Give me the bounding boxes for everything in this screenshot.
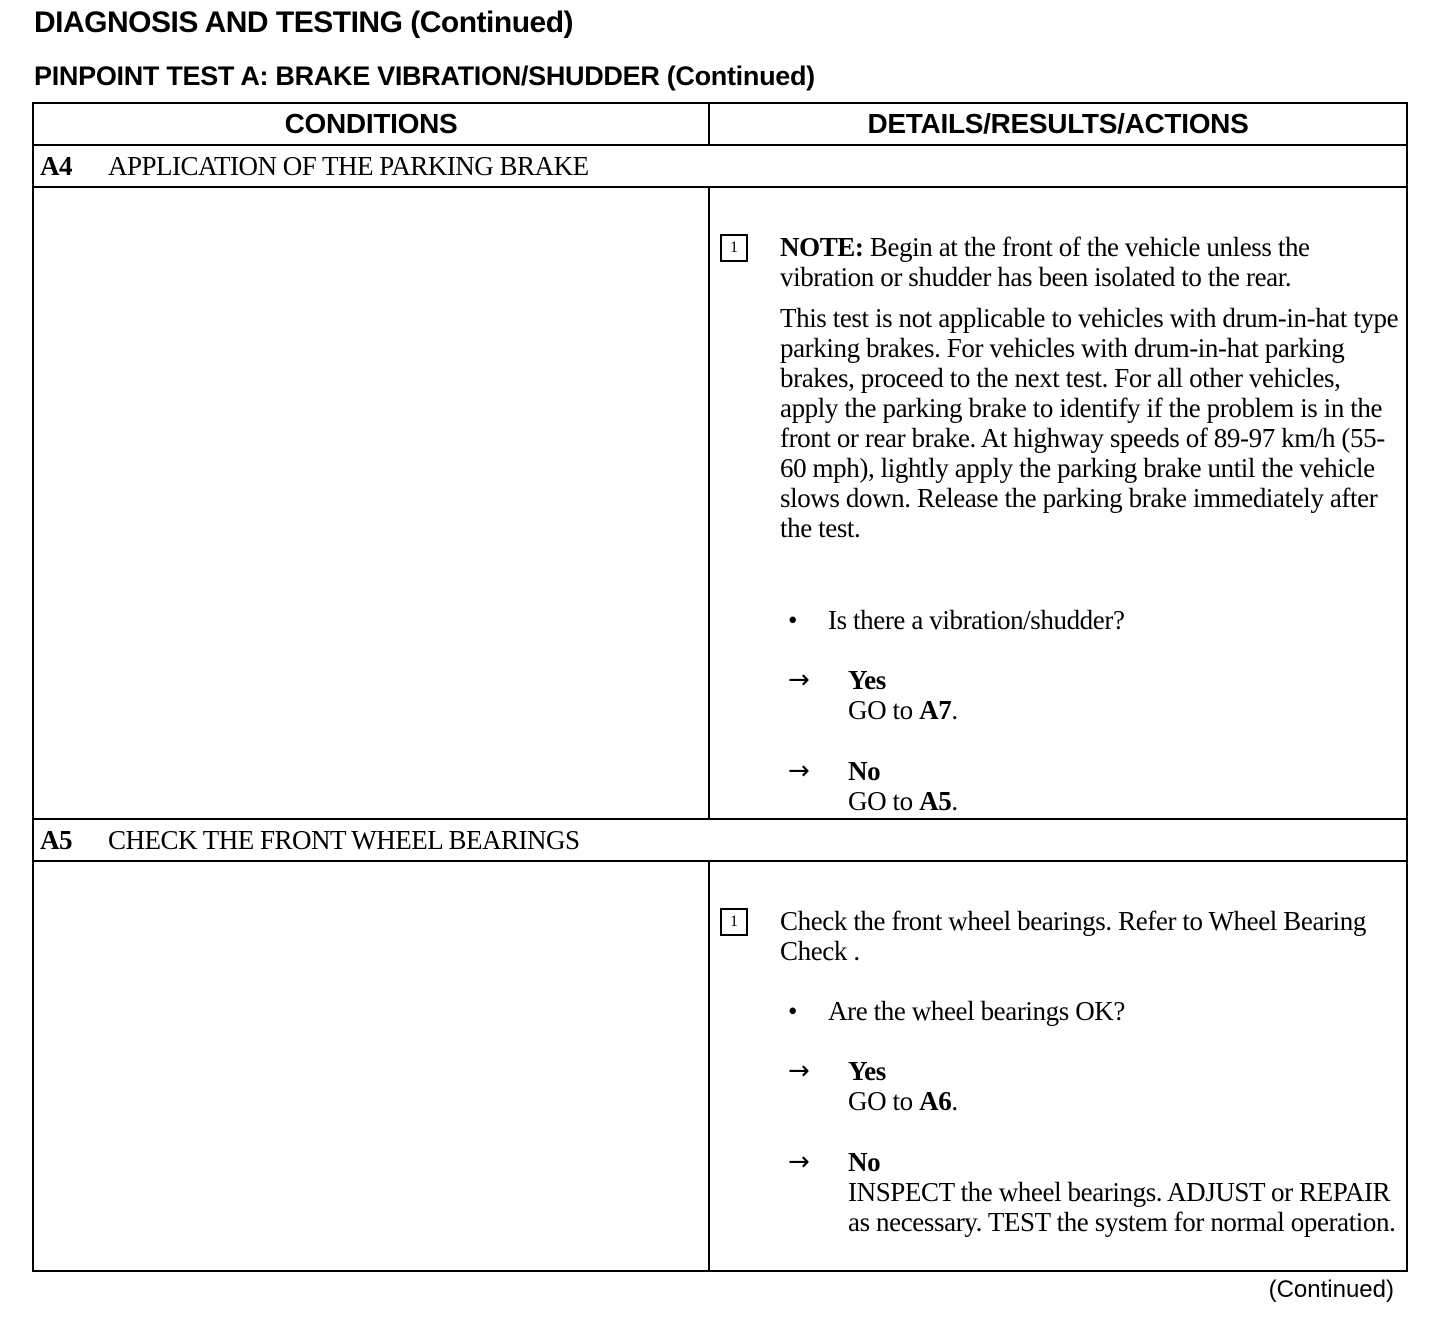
step-a4-body (34, 188, 1406, 820)
bullet-icon: • (788, 605, 798, 635)
no-action-text: INSPECT the wheel bearings. ADJUST or REPAIR as necessary. TEST the system for normal operation. (848, 1177, 1396, 1237)
conditions-cell (34, 862, 710, 1270)
instruction-paragraph: Check the front wheel bearings. Refer to Wheel Bearing Check . (780, 906, 1366, 966)
yes-prefix: GO to (848, 1086, 920, 1116)
substep-number-box: 1 (720, 234, 748, 262)
bullet-icon: • (788, 996, 798, 1026)
arrow-right-icon: → (788, 1056, 810, 1086)
step-id: A4 (40, 150, 72, 181)
yes-target-link[interactable]: A7 (919, 695, 952, 725)
step-a4-header (34, 146, 1406, 188)
question-text: Is there a vibration/shudder? (828, 605, 1125, 635)
note-text: Begin at the front of the vehicle unless the vibration or shudder has been isolated to the rear. (780, 232, 1310, 292)
conditions-column-header: CONDITIONS (34, 104, 710, 146)
no-answer (848, 756, 1398, 816)
details-column-header: DETAILS/RESULTS/ACTIONS (710, 104, 1406, 146)
continued-footer: (Continued) (1268, 1276, 1394, 1303)
step-a5-body (34, 862, 1406, 1270)
yes-suffix: . (951, 1086, 958, 1116)
pinpoint-test-title: PINPOINT TEST A: BRAKE VIBRATION/SHUDDER (Continued) (34, 61, 815, 91)
yes-target-link[interactable]: A6 (919, 1086, 952, 1116)
no-suffix: . (951, 786, 958, 816)
no-label: No (848, 756, 881, 786)
note-paragraph (780, 232, 1400, 292)
question-text: Are the wheel bearings OK? (828, 996, 1125, 1026)
procedure-table (32, 102, 1408, 1272)
details-cell (710, 188, 1406, 818)
substep-number-box: 1 (720, 908, 748, 936)
yes-answer (848, 665, 1398, 725)
no-prefix: GO to (848, 786, 920, 816)
yes-prefix: GO to (848, 695, 920, 725)
no-target-link[interactable]: A5 (919, 786, 952, 816)
yes-answer (848, 1056, 1398, 1116)
instruction-paragraph: This test is not applicable to vehicles with drum-in-hat type parking brakes. For vehicles with drum-in-hat parking brakes, proceed to the next test. For all other vehicles, apply the parking brake to identify if the problem is in the front or rear brake. At highway speeds of 89-97 km/h (55-60 mph), lightly apply the parking brake until the vehicle slows down. Release the parking brake immediately after the test. (780, 303, 1399, 543)
details-cell (710, 862, 1406, 1270)
step-id: A5 (40, 824, 72, 855)
page-title: DIAGNOSIS AND TESTING (Continued) (34, 6, 574, 39)
step-title: CHECK THE FRONT WHEEL BEARINGS (108, 824, 580, 855)
yes-suffix: . (951, 695, 958, 725)
step-a5-header (34, 820, 1406, 862)
yes-label: Yes (848, 665, 886, 695)
step-title: APPLICATION OF THE PARKING BRAKE (108, 150, 589, 181)
note-label: NOTE: (780, 232, 864, 262)
conditions-cell (34, 188, 710, 818)
arrow-right-icon: → (788, 756, 810, 786)
no-label: No (848, 1147, 881, 1177)
arrow-right-icon: → (788, 1147, 810, 1177)
arrow-right-icon: → (788, 665, 810, 695)
yes-label: Yes (848, 1056, 886, 1086)
no-answer (848, 1147, 1398, 1237)
